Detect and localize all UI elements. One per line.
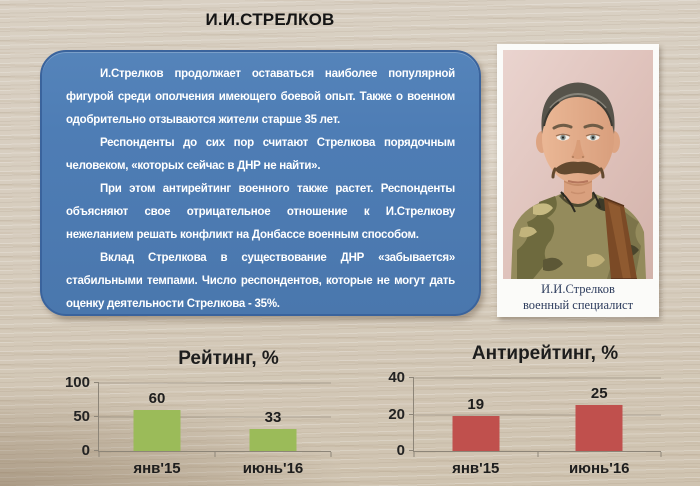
photo-caption — [503, 279, 653, 317]
summary-paragraph-3: При этом антирейтинг военного также растет. Респонденты объясняют свое отрицательное отношение к И.Стрелкову нежеланием решать конфликт на Донбассе военным способом. — [66, 183, 455, 241]
summary-paragraph-4: Вклад Стрелкова в существование ДНР «забывается» стабильными темпами. Число респондентов, которые не могут дать оценку деятельности Стрелкова - 35%. — [66, 252, 455, 310]
photo-caption-name: И.И.Стрелков — [541, 282, 615, 296]
y-axis-label: 50 — [73, 408, 90, 425]
chart-bar — [576, 405, 623, 451]
y-axis-label: 100 — [64, 374, 90, 391]
antirating-chart-title: Антирейтинг, % — [471, 343, 619, 364]
x-axis-tick — [661, 452, 662, 457]
category-label: июнь'16 — [568, 460, 630, 477]
category-label: янв'15 — [133, 460, 181, 477]
category-label: янв'15 — [452, 460, 500, 477]
bar-value-label: 25 — [590, 385, 608, 403]
y-axis-tick — [94, 382, 99, 383]
rating-chart-title: Рейтинг, % — [178, 348, 279, 369]
chart-bar — [250, 429, 297, 451]
x-axis-tick — [414, 452, 415, 457]
y-axis-tick — [409, 414, 414, 415]
x-axis-tick — [537, 452, 538, 457]
rating-chart — [40, 346, 375, 484]
y-axis-tick — [94, 416, 99, 417]
y-axis-tick — [409, 377, 414, 378]
x-axis-tick — [99, 452, 100, 457]
y-axis-tick — [94, 450, 99, 451]
portrait-photo-frame — [497, 44, 659, 317]
antirating-chart-plot — [388, 369, 661, 477]
chart-gridline — [414, 414, 661, 415]
summary-paragraph-2: Респонденты до сих пор считают Стрелкова порядочным человеком, «которых сейчас в ДНР не найти». — [66, 137, 455, 172]
x-axis-tick — [215, 452, 216, 457]
y-axis-label: 0 — [81, 442, 90, 459]
bar-value-label: 60 — [148, 390, 166, 408]
summary-paragraph-1: И.Стрелков продолжает оставаться наиболее популярной фигурой среди ополчения имеющего боевой опыт. Также о военном одобрительно отзываются жители старше 35 лет. — [66, 68, 455, 126]
antirating-chart — [390, 341, 700, 484]
rating-chart-plot — [64, 374, 331, 477]
summary-text-panel — [40, 50, 481, 316]
chart-bar — [134, 410, 181, 451]
y-axis-tick — [409, 450, 414, 451]
y-axis-label: 20 — [388, 405, 405, 423]
y-axis-label: 0 — [396, 442, 405, 459]
photo-caption-role: военный специалист — [522, 298, 634, 312]
portrait-photo — [503, 50, 653, 279]
chart-bar — [452, 416, 499, 451]
bar-value-label: 33 — [264, 408, 282, 426]
y-axis-label: 40 — [388, 369, 405, 386]
category-label: июнь'16 — [242, 460, 304, 477]
chart-gridline — [99, 383, 331, 384]
bar-value-label: 19 — [467, 396, 485, 414]
chart-gridline — [414, 378, 661, 379]
page-title: И.И.СТРЕЛКОВ — [205, 10, 335, 29]
x-axis-tick — [331, 452, 332, 457]
